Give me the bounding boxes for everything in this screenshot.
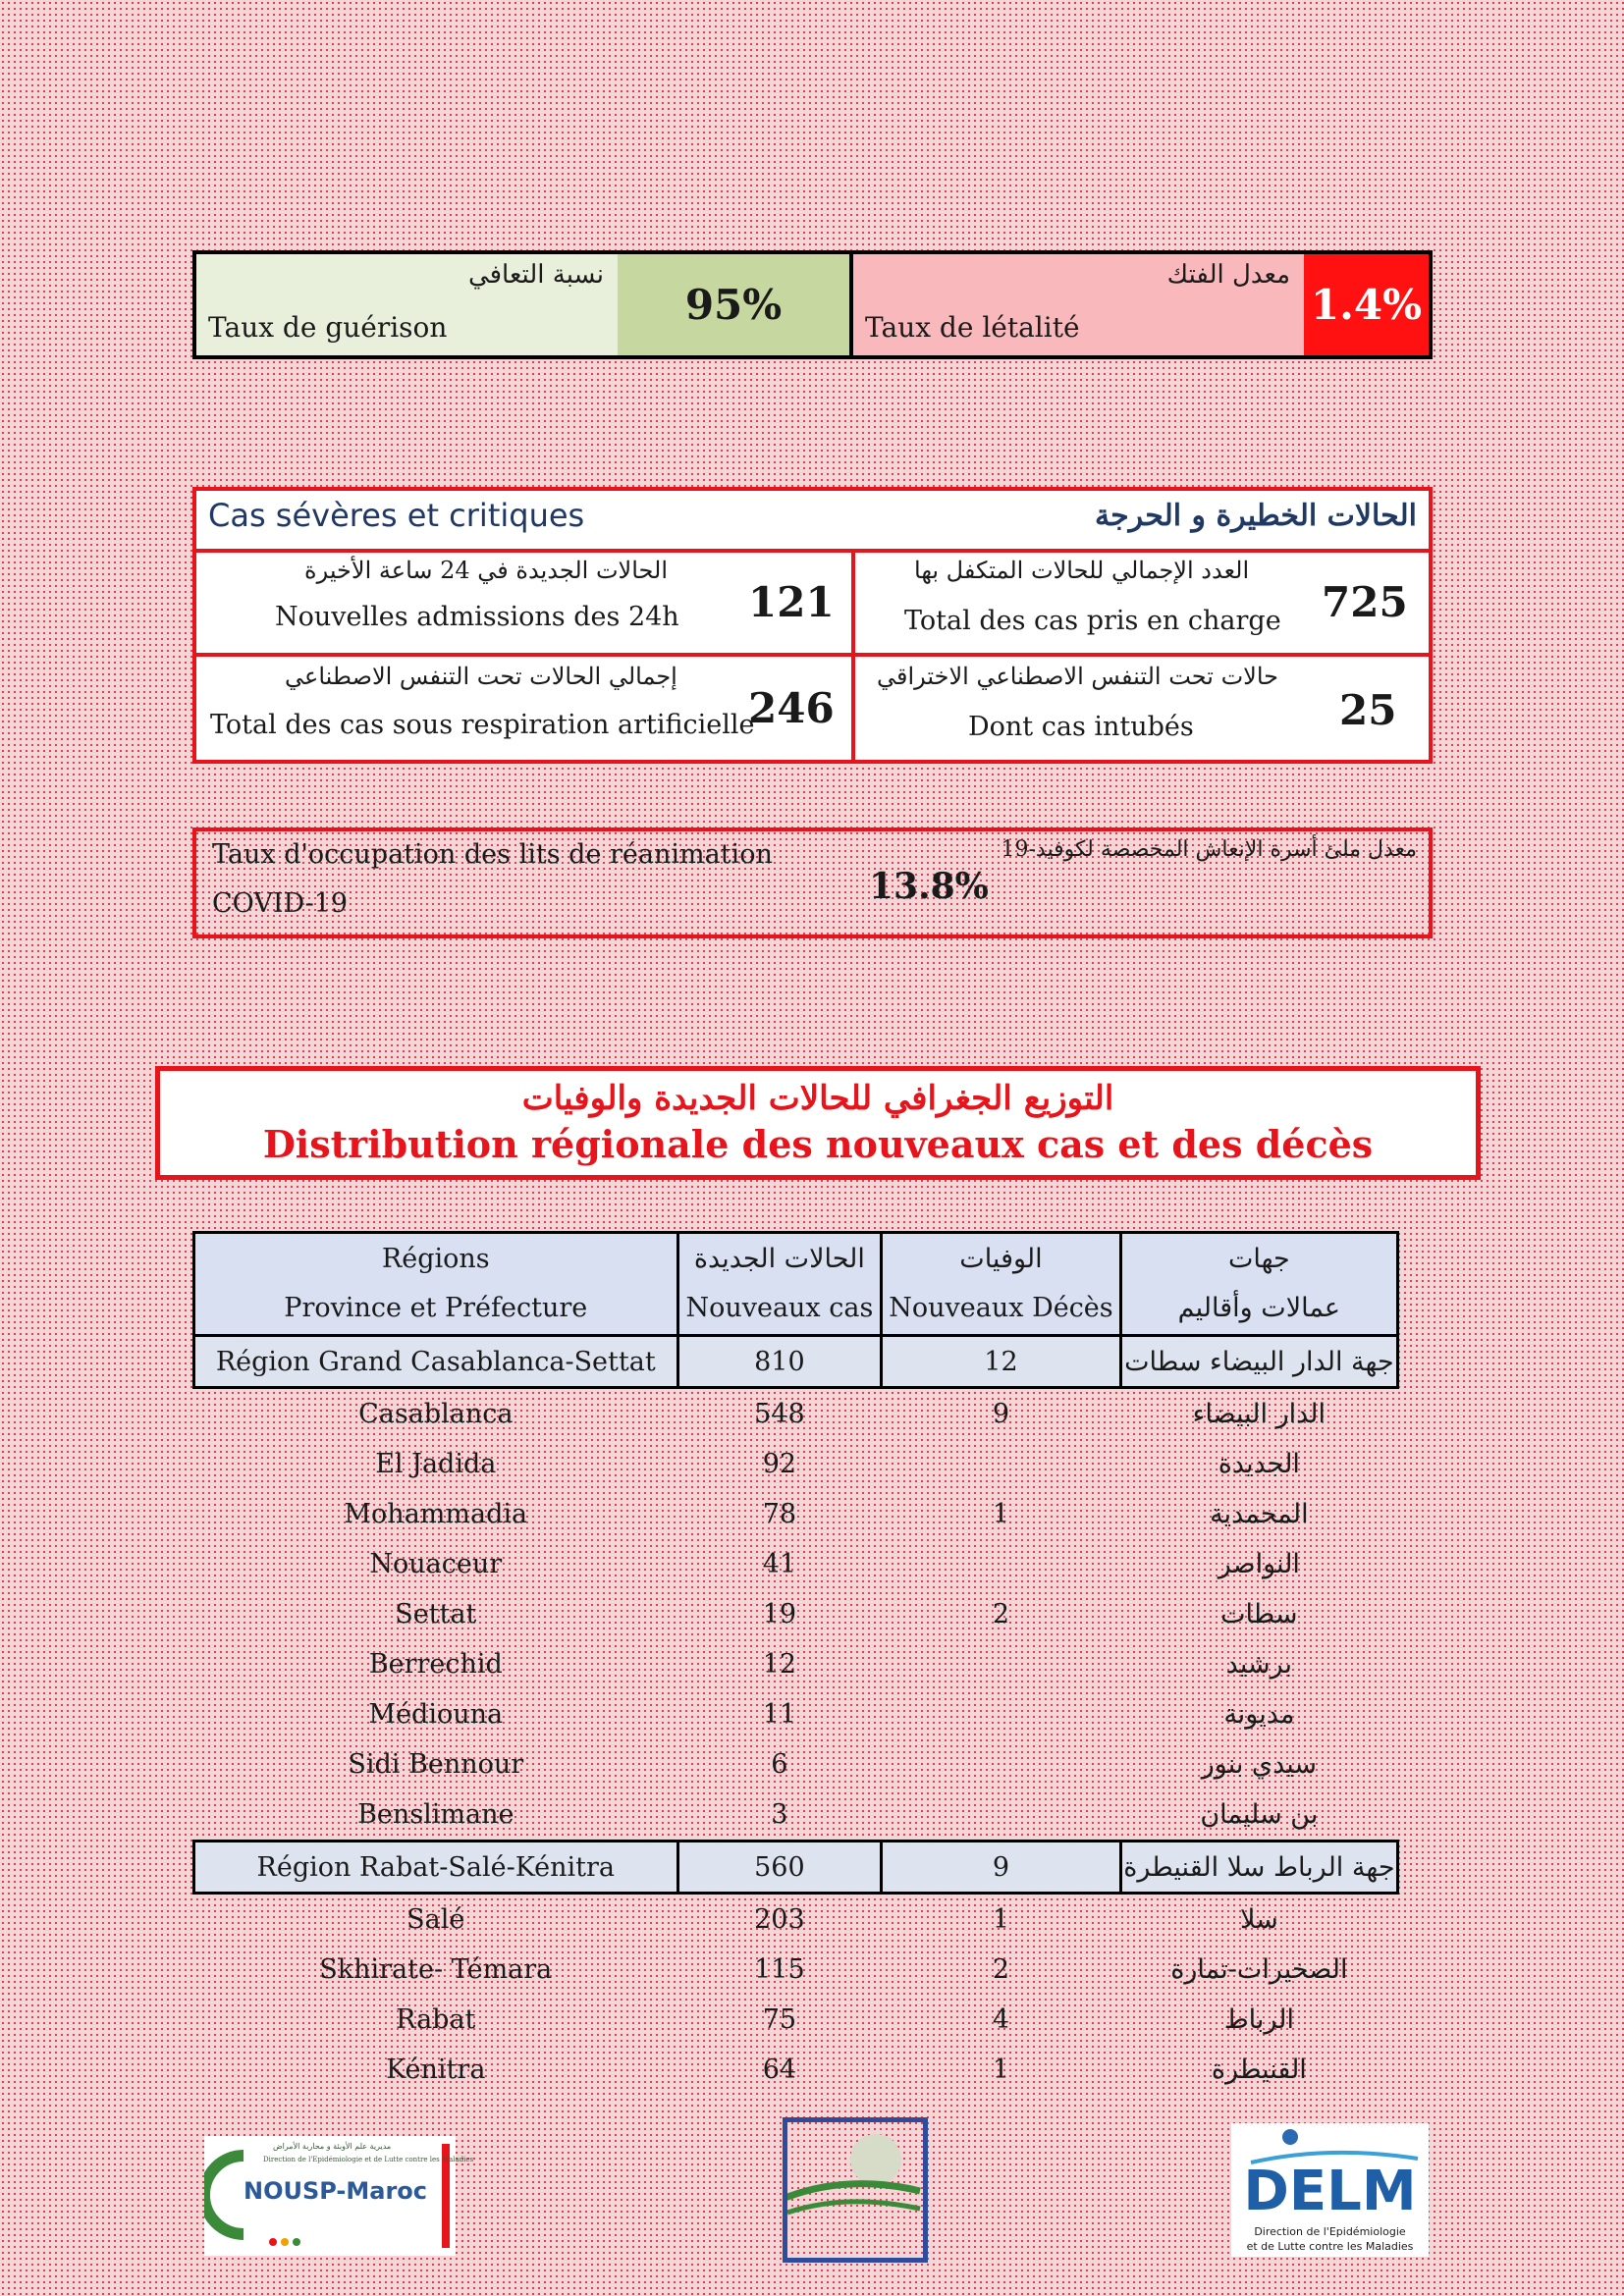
region-deaths: 9	[882, 1842, 1121, 1894]
province-deaths	[882, 1439, 1121, 1489]
province-cases: 11	[762, 1699, 797, 1730]
distribution-title-fr: Distribution régionale des nouveaux cas et des décès	[262, 1122, 1374, 1166]
province-name-ar: سلا	[1239, 1904, 1278, 1935]
delm-logo-line2: et de Lutte contre les Maladies	[1246, 2240, 1414, 2253]
province-deaths: 1	[992, 2055, 1010, 2085]
occupancy-label-ar: معدل ملئ أسرة الإنعاش المخصصة لكوفيد-19	[1001, 837, 1417, 862]
header-regions-bottom: Province et Préfecture	[284, 1293, 588, 1323]
table-row	[194, 1489, 1398, 1539]
distribution-table-wrap	[192, 1231, 1399, 2095]
delm-logo-text: DELM	[1243, 2160, 1417, 2223]
province-deaths	[882, 1689, 1121, 1739]
table-row	[194, 1789, 1398, 1842]
intubated-cell	[855, 657, 1429, 764]
province-name-ar: المحمدية	[1210, 1499, 1309, 1529]
lethality-label-ar: معدل الفتك	[1166, 260, 1290, 290]
province-cases: 6	[771, 1749, 788, 1780]
ministry-emblem-icon	[787, 2122, 923, 2258]
province-name: Berrechid	[368, 1649, 503, 1680]
table-row	[194, 1539, 1398, 1589]
table-row	[194, 1894, 1398, 1946]
new-admissions-cell	[196, 553, 851, 653]
table-row	[194, 1995, 1398, 2045]
province-name: Skhirate- Témara	[319, 1954, 553, 1985]
lethality-rate-label	[853, 254, 1304, 355]
table-row	[194, 2045, 1398, 2095]
intubated-label-ar: حالات تحت التنفس الاصطناعي الاختراقي	[877, 663, 1279, 690]
distribution-title-box	[155, 1066, 1481, 1180]
province-deaths: 1	[992, 1499, 1010, 1529]
region-row	[194, 1842, 1398, 1894]
province-name: Settat	[395, 1599, 477, 1629]
province-deaths: 9	[992, 1399, 1010, 1429]
province-name-ar: سطات	[1220, 1599, 1298, 1629]
header-new-cases	[677, 1233, 882, 1336]
region-deaths: 12	[882, 1336, 1121, 1388]
recovery-label-ar: نسبة التعافي	[467, 260, 604, 290]
province-name: Sidi Bennour	[348, 1749, 524, 1780]
severe-title-ar: الحالات الخطيرة و الحرجة	[1095, 499, 1417, 533]
total-cases-label-ar: العدد الإجمالي للحالات المتكفل بها	[914, 557, 1250, 584]
province-cases: 115	[754, 1954, 805, 1985]
artificial-respiration-value: 246	[748, 684, 835, 732]
nousp-logo-line-ar: مديرية علم الأوبئة و محاربة الأمراض	[273, 2142, 392, 2151]
province-deaths: 2	[992, 1954, 1010, 1985]
artificial-respiration-label-ar: إجمالي الحالات تحت التنفس الاصطناعي	[285, 663, 677, 690]
province-cases: 548	[754, 1399, 805, 1429]
severe-title-fr: Cas sévères et critiques	[208, 497, 585, 534]
header-new-cases-ar: الحالات الجديدة	[693, 1244, 865, 1274]
header-regions	[194, 1233, 678, 1336]
header-regions-ar-bottom: عمالات وأقاليم	[1177, 1293, 1341, 1323]
table-row	[194, 1388, 1398, 1440]
province-cases: 3	[771, 1799, 788, 1830]
severe-header	[196, 491, 1429, 553]
province-name-ar: الصخيرات-تمارة	[1170, 1954, 1348, 1985]
header-new-deaths-ar: الوفيات	[959, 1244, 1043, 1274]
province-name: El Jadida	[375, 1449, 497, 1479]
province-name: Mohammadia	[344, 1499, 528, 1529]
occupancy-value: 13.8%	[869, 866, 989, 907]
rates-box	[192, 250, 1433, 359]
table-row	[194, 1639, 1398, 1689]
province-cases: 92	[762, 1449, 797, 1479]
province-name: Salé	[406, 1904, 465, 1935]
severe-cases-box	[192, 487, 1433, 764]
total-cases-label-fr: Total des cas pris en charge	[904, 606, 1281, 636]
province-cases: 203	[754, 1904, 805, 1935]
header-new-cases-fr: Nouveaux cas	[685, 1293, 874, 1323]
table-row	[194, 1689, 1398, 1739]
province-cases: 19	[762, 1599, 797, 1629]
total-cases-value: 725	[1322, 578, 1408, 626]
province-deaths	[882, 1639, 1121, 1689]
total-cases-cell	[855, 553, 1429, 653]
region-name: Région Rabat-Salé-Kénitra	[194, 1842, 678, 1894]
province-name-ar: النواصر	[1218, 1549, 1300, 1579]
province-deaths	[882, 1539, 1121, 1589]
province-deaths: 4	[992, 2004, 1010, 2035]
province-cases: 12	[762, 1649, 797, 1680]
province-name-ar: القنيطرة	[1211, 2055, 1307, 2085]
province-name-ar: مديونة	[1223, 1699, 1295, 1730]
table-row	[194, 1739, 1398, 1789]
header-new-deaths	[882, 1233, 1121, 1336]
province-name: Benslimane	[357, 1799, 514, 1830]
recovery-label-fr: Taux de guérison	[208, 311, 448, 344]
table-row	[194, 1589, 1398, 1639]
artificial-respiration-label-fr: Total des cas sous respiration artificielle	[210, 710, 755, 740]
intubated-label-fr: Dont cas intubés	[968, 712, 1194, 742]
new-admissions-label-ar: الحالات الجديدة في 24 ساعة الأخيرة	[304, 557, 669, 584]
nousp-logo-text: NOUSP-Maroc	[244, 2177, 428, 2205]
artificial-respiration-cell	[196, 657, 851, 764]
table-row	[194, 1439, 1398, 1489]
new-admissions-value: 121	[748, 578, 835, 626]
province-name: Casablanca	[358, 1399, 514, 1429]
region-cases: 810	[677, 1336, 882, 1388]
province-deaths	[882, 1789, 1121, 1842]
province-deaths	[882, 1739, 1121, 1789]
ministry-logo	[783, 2117, 928, 2263]
intubated-value: 25	[1339, 686, 1397, 734]
province-name: Rabat	[396, 2004, 476, 2035]
table-header-row	[194, 1233, 1398, 1336]
lethality-rate-value: 1.4%	[1304, 254, 1429, 355]
province-name-ar: سيدي بنور	[1201, 1749, 1318, 1780]
table-body	[194, 1336, 1398, 2096]
region-row	[194, 1336, 1398, 1388]
province-name: Kénitra	[386, 2055, 486, 2085]
province-name-ar: الجديدة	[1218, 1449, 1300, 1479]
occupancy-label-fr-2: COVID-19	[212, 888, 349, 919]
occupancy-box	[192, 828, 1433, 938]
province-cases: 64	[762, 2055, 797, 2085]
province-name-ar: الدار البيضاء	[1192, 1399, 1326, 1429]
delm-logo-line1: Direction de l'Epidémiologie	[1254, 2225, 1406, 2238]
nousp-logo-line-fr: Direction de l'Epidémiologie et de Lutte contre les Maladies	[263, 2156, 474, 2163]
region-name-ar: جهة الدار البيضاء سطات	[1120, 1336, 1397, 1388]
new-admissions-label-fr: Nouvelles admissions des 24h	[275, 602, 679, 632]
province-deaths: 1	[992, 1904, 1010, 1935]
region-name-ar: جهة الرباط سلا القنيطرة	[1120, 1842, 1397, 1894]
header-regions-top: Régions	[381, 1244, 490, 1274]
province-deaths: 2	[992, 1599, 1010, 1629]
province-name: Nouaceur	[369, 1549, 503, 1579]
province-name-ar: الرباط	[1223, 2004, 1295, 2035]
delm-logo	[1231, 2123, 1429, 2257]
header-new-deaths-fr: Nouveaux Décès	[889, 1293, 1113, 1323]
province-cases: 41	[762, 1549, 797, 1579]
province-name: Médiouna	[368, 1699, 504, 1730]
region-name: Région Grand Casablanca-Settat	[194, 1336, 678, 1388]
nousp-logo	[204, 2136, 474, 2256]
province-cases: 75	[762, 2004, 797, 2035]
header-regions-ar	[1120, 1233, 1397, 1336]
region-cases: 560	[677, 1842, 882, 1894]
distribution-title-ar: التوزيع الجغرافي للحالات الجديدة والوفيات	[521, 1079, 1114, 1118]
header-regions-ar-top: جهات	[1227, 1244, 1290, 1274]
province-cases: 78	[762, 1499, 797, 1529]
distribution-table	[192, 1231, 1399, 2095]
recovery-rate-label	[196, 254, 618, 355]
province-name-ar: بن سليمان	[1200, 1799, 1319, 1830]
lethality-label-fr: Taux de létalité	[865, 311, 1080, 344]
table-row	[194, 1945, 1398, 1995]
occupancy-label-fr-1: Taux d'occupation des lits de réanimation	[212, 839, 773, 870]
recovery-rate-value: 95%	[618, 254, 853, 355]
province-name-ar: برشيد	[1225, 1649, 1293, 1680]
